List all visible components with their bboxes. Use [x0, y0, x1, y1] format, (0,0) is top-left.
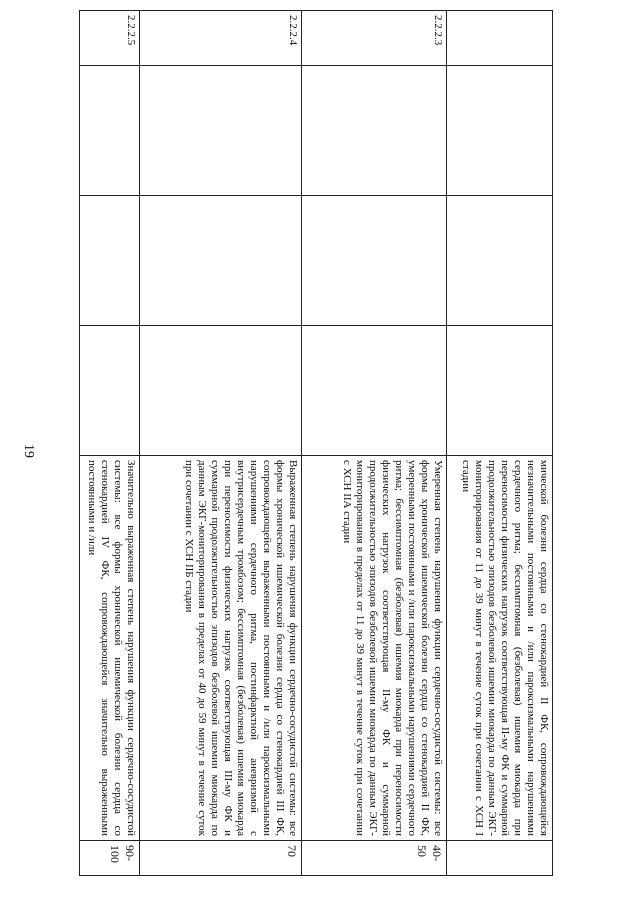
row-percent-cell: 40-50 [302, 841, 447, 876]
row-code-cell [447, 11, 553, 66]
row-description: Умеренная степень нарушения функции сердечно-сосудистой системы: все формы хронической ишемической болезни сердца со стенокардией II ФК, умеренными постоянными и /или пароксизмальными нарушениями сердечного ритма; бессимптомная (безболевая) ишемия миокарда при переносимости физических нагрузок соответствующая II-му ФК и суммарной продолжительностью эпизодов безболевой ишемии миокарда по данным ЭКГ-мониторирования в пределах от 11 до 39 минут в течение суток при сочетании с ХСН IIА стадии [341, 460, 444, 836]
row-percent-cell: 70 [140, 841, 302, 876]
table-container [80, 10, 553, 875]
row-description: Значительно выраженная степень нарушения функции сердечно-сосудистой системы: все формы хронической ишемической болезни сердца со стенокардией IV ФК, сопровождающейся значительно выраженными постоянными и /или [86, 460, 137, 836]
disability-criteria-table [79, 10, 553, 876]
empty-cell [302, 196, 447, 326]
empty-cell [447, 196, 553, 326]
empty-cell [302, 326, 447, 456]
empty-cell [80, 196, 140, 326]
row-percent-cell [447, 841, 553, 876]
row-description: мической болезни сердца со стенокардией II ФК, сопровождающейся незначительными постоянными и /или пароксизмальными нарушениями сердечного ритма; бессимптомная (безболевая) ишемия миокарда при переносимости физических нагрузок соответствующая II-му ФК и суммарной продолжительностью эпизодов безболевой ишемии миокарда по данным ЭКГ-мониторирования от 11 до 39 минут в течение суток при сочетании с ХСН I стадии [460, 460, 550, 836]
row-description-cell [302, 456, 447, 841]
row-description-cell [140, 456, 302, 841]
empty-cell [447, 326, 553, 456]
empty-cell [80, 326, 140, 456]
empty-cell [80, 66, 140, 196]
table-row [80, 11, 140, 876]
row-code-cell: 2.2.2.5 [80, 11, 140, 66]
empty-cell [140, 326, 302, 456]
empty-cell [140, 196, 302, 326]
row-description-cell [447, 456, 553, 841]
row-description-cell [80, 456, 140, 841]
page-number: 19 [21, 444, 36, 458]
empty-cell [447, 66, 553, 196]
empty-cell [140, 66, 302, 196]
table-row [140, 11, 302, 876]
table-row [447, 11, 553, 876]
table-row [302, 11, 447, 876]
empty-cell [302, 66, 447, 196]
row-percent-cell: 90-100 [80, 841, 140, 876]
row-code-cell: 2.2.2.3 [302, 11, 447, 66]
row-code-cell: 2.2.2.4 [140, 11, 302, 66]
row-description: Выраженная степень нарушения функции сердечно-сосудистой системы: все формы хронической ишемической болезни сердца со стенокардией III ФК, сопровождающейся выраженными постоянными и /или пароксизмальными нарушениями сердечного ритма, постинфарктной аневризмой с внутрисердечным тромбозом; бессимптомная (безболевая) ишемия миокарда при переносимости физических нагрузок соответствующая III-му ФК и суммарной продолжительностью эпизодов безболевой ишемии миокарда по данным ЭКГ-мониторирования в пределах от 40 до 59 минут в течение суток при сочетании с ХСН IIБ стадии [183, 460, 299, 836]
